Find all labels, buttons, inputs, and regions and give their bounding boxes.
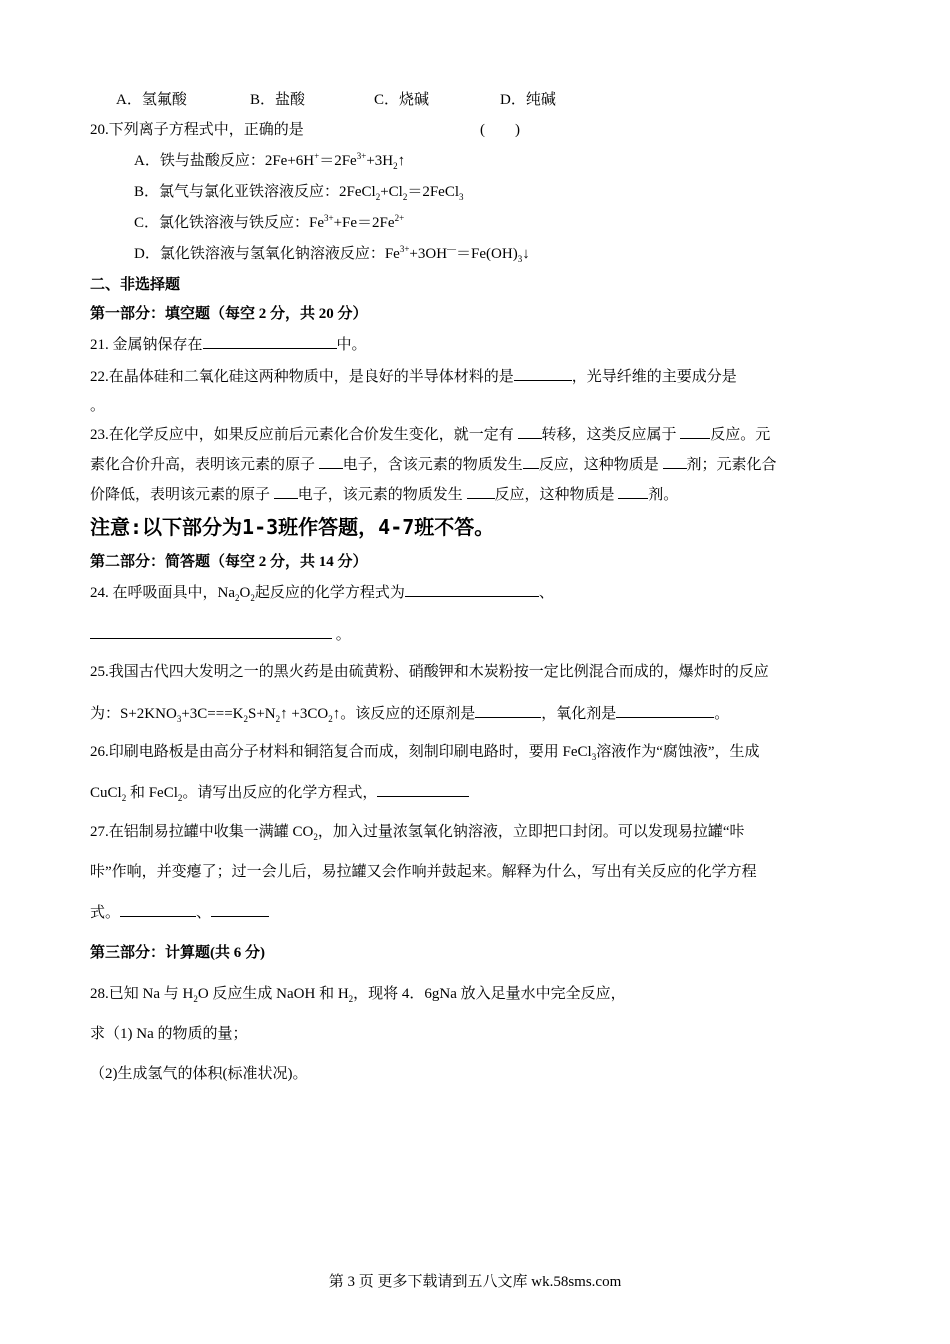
- q23-line2: 素化合价升高，表明该元素的原子 电子，含该元素的物质发生 反应，这种物质是 剂；元素化合: [90, 454, 777, 475]
- q20-option-c: C．氯化铁溶液与铁反应：$Fe^{3+}+Fe=2Fe^{2+}$: [134, 213, 405, 231]
- q20-option-d: D．氯化铁溶液与氢氧化钠溶液反应：$Fe^{3+}+3OH^—=Fe(OH)_3↓$: [134, 244, 530, 264]
- answer-blank[interactable]: [90, 624, 332, 639]
- answer-blank[interactable]: [680, 424, 710, 439]
- page-footer: 第 3 页 更多下载请到五八文库 wk.58sms.com: [328, 1274, 622, 1290]
- answer-blank[interactable]: [616, 703, 714, 718]
- answer-blank[interactable]: [618, 484, 648, 499]
- answer-blank[interactable]: [405, 582, 539, 597]
- section-heading: 二、非选择题: [90, 277, 181, 293]
- q26-line1: 26.印刷电路板是由高分子材料和铜箔复合而成，刻制印刷电路时，要用 FeCl$_3$溶液作为“腐蚀液”，生成: [90, 744, 760, 762]
- q28-line1: 28.已知 Na 与 $H_2O$ 反应生成 NaOH 和 $H_2$，现将 4．6gNa 放入足量水中完全反应，: [90, 986, 626, 1004]
- answer-blank[interactable]: [475, 703, 541, 718]
- q20-option-a: A．铁与盐酸反应：$2Fe+6H^+=2Fe^{3+}+3H_2↑$: [134, 151, 406, 171]
- answer-blank[interactable]: [211, 902, 269, 917]
- q27-line2: 咔”作响，并变瘪了；过一会儿后，易拉罐又会作响并鼓起来。解释为什么，写出有关反应的化学方程: [90, 864, 757, 880]
- q19-option-a: A．氢氟酸: [116, 92, 187, 108]
- answer-blank[interactable]: [523, 454, 539, 469]
- q21: 21. 金属钠保存在 中。: [90, 334, 367, 355]
- answer-blank[interactable]: [120, 902, 196, 917]
- q22-end: 。: [90, 398, 106, 414]
- q27-line1: 27.在铝制易拉罐中收集一满罐 $CO_2$，加入过量浓氢氧化钠溶液，立即把口封闭。可以发现易拉罐“咔: [90, 824, 745, 842]
- answer-blank[interactable]: [518, 424, 542, 439]
- answer-blank[interactable]: [274, 484, 298, 499]
- answer-blank[interactable]: [203, 334, 337, 349]
- q27-line3: 式。 、: [90, 902, 269, 923]
- q25-line1: 25.我国古代四大发明之一的黑火药是由硫黄粉、硝酸钾和木炭粉按一定比例混合而成的，爆炸时的反应: [90, 664, 769, 680]
- q23-line1: 23.在化学反应中，如果反应前后元素化合价发生变化，就一定有 转移，这类反应属于 反应。元: [90, 424, 770, 445]
- q20-stem: 20.下列离子方程式中，正确的是: [90, 122, 304, 138]
- q22: 22.在晶体硅和二氧化硅这两种物质中，是良好的半导体材料的是 ，光导纤维的主要成分是: [90, 366, 737, 387]
- q24-line2: 。: [90, 624, 351, 645]
- q19-option-d: D．纯碱: [500, 92, 556, 108]
- q23-line3: 价降低，表明该元素的原子 电子，该元素的物质发生 反应，这种物质是 剂。: [90, 484, 678, 505]
- q20-answer-paren: ( ): [480, 122, 520, 138]
- answer-blank[interactable]: [514, 366, 572, 381]
- part2-title: 第二部分：简答题（每空 2 分，共 14 分）: [90, 554, 368, 570]
- answer-blank[interactable]: [467, 484, 495, 499]
- q19-options: [116, 90, 556, 110]
- answer-blank[interactable]: [663, 454, 687, 469]
- q28-line2: 求（1) Na 的物质的量；: [90, 1026, 248, 1042]
- q26-line2: CuCl$_2$ 和 FeCl$_2$。请写出反应的化学方程式，: [90, 782, 469, 803]
- answer-blank[interactable]: [377, 782, 469, 797]
- class-notice: 注意:以下部分为1-3班作答题，4-7班不答。: [90, 515, 495, 539]
- q19-option-c: C．烧碱: [374, 92, 430, 108]
- q24: 24. 在呼吸面具中，$Na_2O_2$起反应的化学方程式为 、: [90, 582, 554, 603]
- q25-line2: 为：$S+2KNO_3+3C===K_2S+N_2↑$ $+3CO_2↑$。该反应的还原剂是 ，氧化剂是 。: [90, 703, 729, 724]
- answer-blank[interactable]: [319, 454, 343, 469]
- q19-option-b: B．盐酸: [250, 92, 306, 108]
- part1-title: 第一部分：填空题（每空 2 分，共 20 分）: [90, 306, 368, 322]
- part3-title: 第三部分：计算题(共 6 分): [90, 945, 265, 961]
- q28-line3: （2)生成氢气的体积(标准状况)。: [90, 1066, 308, 1082]
- q20-option-b: B．氯气与氯化亚铁溶液反应：$2FeCl_2+Cl_2=2FeCl_3$: [134, 184, 464, 202]
